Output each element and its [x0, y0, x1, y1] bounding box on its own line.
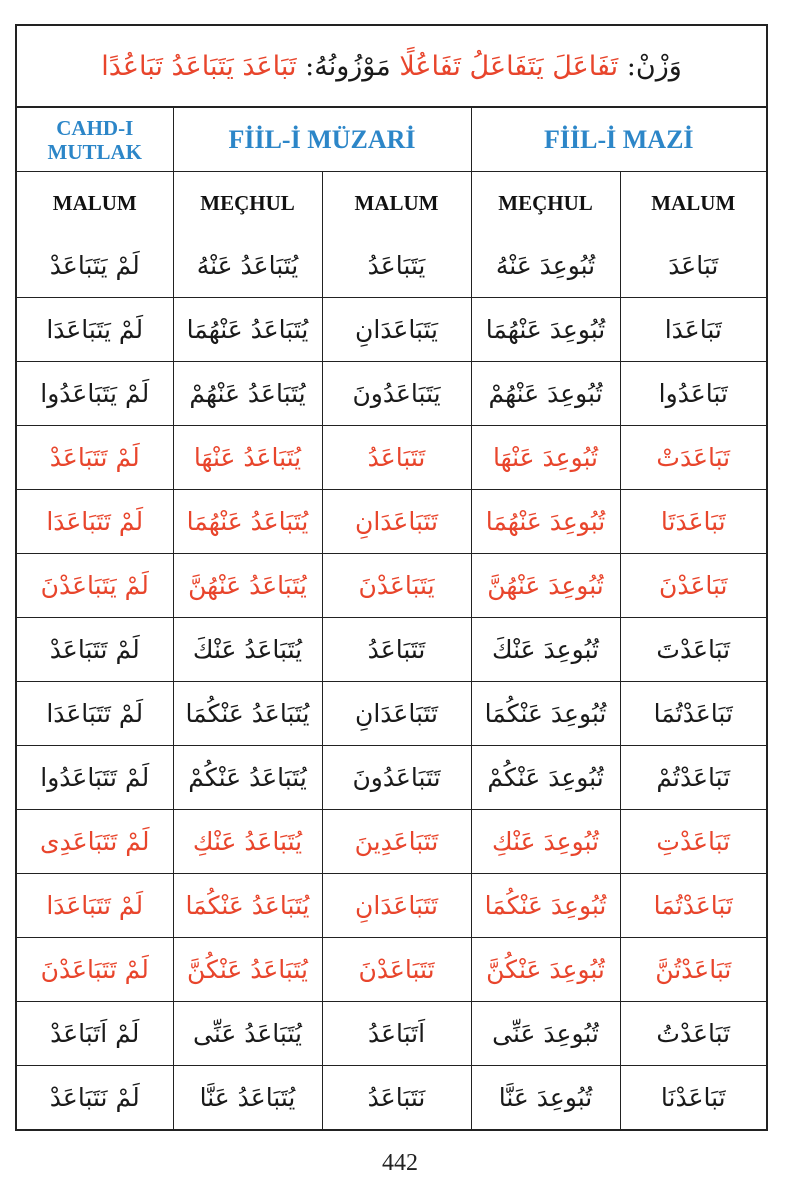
table-cell: لَمْ يَتَبَاعَدْنَ — [17, 554, 173, 618]
table-cell: تَبَاعَدَتْ — [620, 426, 766, 490]
table-row — [17, 554, 766, 618]
table-cell: تَبَاعَدْتُ — [620, 1002, 766, 1066]
table-row — [17, 618, 766, 682]
table-row — [17, 234, 766, 298]
table-cell: لَمْ يَتَبَاعَدُوا — [17, 362, 173, 426]
table-cell: يَتَبَاعَدُ — [322, 234, 471, 298]
table-cell: تَبَاعَدَتَا — [620, 490, 766, 554]
table-cell: يُتَبَاعَدُ عَنْكَ — [173, 618, 322, 682]
table-cell: يُتَبَاعَدُ عَنْكُمْ — [173, 746, 322, 810]
sub-header-cell: MALUM — [17, 172, 173, 235]
table-row — [17, 682, 766, 746]
table-cell: تُبُوعِدَ عَنْهُمَا — [471, 298, 620, 362]
table-cell: تُبُوعِدَ عَنْهُنَّ — [471, 554, 620, 618]
table-cell: لَمْ تَتَبَاعَدْ — [17, 618, 173, 682]
table-row — [17, 362, 766, 426]
table-row — [17, 1066, 766, 1130]
table-row — [17, 426, 766, 490]
sub-header-cell: MEÇHUL — [173, 172, 322, 235]
table-cell: لَمْ اَتَبَاعَدْ — [17, 1002, 173, 1066]
table-cell: تُبُوعِدَ عَنْهُمْ — [471, 362, 620, 426]
sub-header-cell: MALUM — [322, 172, 471, 235]
table-cell: تُبُوعِدَ عَنْكَ — [471, 618, 620, 682]
table-cell: تَبَاعَدْتُمْ — [620, 746, 766, 810]
table-cell: تُبُوعِدَ عَنْهُ — [471, 234, 620, 298]
table-cell: يَتَبَاعَدْنَ — [322, 554, 471, 618]
table-cell: يُتَبَاعَدُ عَنْهُمَا — [173, 490, 322, 554]
header-fiil-muzari: FİİL-İ MÜZARİ — [173, 108, 471, 172]
table-row — [17, 746, 766, 810]
title-mawzunuhu-label: مَوْزُونُهُ: — [305, 50, 391, 82]
table-cell: اَتَبَاعَدُ — [322, 1002, 471, 1066]
table-cell: يُتَبَاعَدُ عَنْكُمَا — [173, 682, 322, 746]
table-cell: تُبُوعِدَ عَنْكِ — [471, 810, 620, 874]
table-cell: لَمْ تَتَبَاعَدَا — [17, 874, 173, 938]
table-cell: تُبُوعِدَ عَنْهُمَا — [471, 490, 620, 554]
table-cell: تَتَبَاعَدُونَ — [322, 746, 471, 810]
table-cell: تَبَاعَدْتِ — [620, 810, 766, 874]
table-cell: يُتَبَاعَدُ عَنْكُمَا — [173, 874, 322, 938]
table-cell: يُتَبَاعَدُ عَنْكِ — [173, 810, 322, 874]
table-cell: تَتَبَاعَدُ — [322, 426, 471, 490]
table-cell: تَتَبَاعَدُ — [322, 618, 471, 682]
sub-header-cell: MALUM — [620, 172, 766, 235]
table-cell: تَبَاعَدْتُمَا — [620, 874, 766, 938]
table-cell: تَبَاعَدُوا — [620, 362, 766, 426]
table-row — [17, 810, 766, 874]
table-cell: تُبُوعِدَ عَنْكُمَا — [471, 874, 620, 938]
table-cell: لَمْ يَتَبَاعَدَا — [17, 298, 173, 362]
table-cell: تُبُوعِدَ عَنْهَا — [471, 426, 620, 490]
sub-header-row — [17, 172, 766, 235]
table-cell: يُتَبَاعَدُ عَنْهُ — [173, 234, 322, 298]
table-cell: يَتَبَاعَدُونَ — [322, 362, 471, 426]
table-row — [17, 1002, 766, 1066]
table-cell: تَتَبَاعَدَانِ — [322, 682, 471, 746]
table-cell: يُتَبَاعَدُ عَنِّى — [173, 1002, 322, 1066]
table-cell: لَمْ نَتَبَاعَدْ — [17, 1066, 173, 1130]
table-cell: تَتَبَاعَدَانِ — [322, 490, 471, 554]
conjugation-table-frame — [15, 24, 768, 1131]
table-cell: لَمْ تَتَبَاعَدِى — [17, 810, 173, 874]
table-cell: لَمْ يَتَبَاعَدْ — [17, 234, 173, 298]
title-row — [17, 26, 766, 108]
table-cell: تُبُوعِدَ عَنَّا — [471, 1066, 620, 1130]
table-cell: تَبَاعَدْنَ — [620, 554, 766, 618]
table-cell: يُتَبَاعَدُ عَنْهَا — [173, 426, 322, 490]
table-cell: تُبُوعِدَ عَنِّى — [471, 1002, 620, 1066]
title-wazn-label: وَزْنْ: — [626, 50, 682, 82]
table-cell: تَبَاعَدَا — [620, 298, 766, 362]
table-cell: يُتَبَاعَدُ عَنْهُنَّ — [173, 554, 322, 618]
table-cell: يَتَبَاعَدَانِ — [322, 298, 471, 362]
table-cell: تُبُوعِدَ عَنْكُنَّ — [471, 938, 620, 1002]
table-cell: يُتَبَاعَدُ عَنْهُمْ — [173, 362, 322, 426]
table-cell: لَمْ تَتَبَاعَدَا — [17, 682, 173, 746]
table-cell: يُتَبَاعَدُ عَنَّا — [173, 1066, 322, 1130]
table-cell: تَبَاعَدْنَا — [620, 1066, 766, 1130]
table-cell: يُتَبَاعَدُ عَنْهُمَا — [173, 298, 322, 362]
group-header-row — [17, 108, 766, 172]
page-number: 442 — [382, 1150, 418, 1176]
sub-header-cell: MEÇHUL — [471, 172, 620, 235]
table-cell: تَتَبَاعَدِينَ — [322, 810, 471, 874]
table-row — [17, 298, 766, 362]
table-cell: تَبَاعَدْتُمَا — [620, 682, 766, 746]
table-cell: تَتَبَاعَدَانِ — [322, 874, 471, 938]
table-cell: لَمْ تَتَبَاعَدَا — [17, 490, 173, 554]
table-row — [17, 938, 766, 1002]
table-cell: نَتَبَاعَدُ — [322, 1066, 471, 1130]
table-cell: تُبُوعِدَ عَنْكُمَا — [471, 682, 620, 746]
title-example: تَبَاعَدَ يَتَبَاعَدُ تَبَاعُدًا — [101, 50, 297, 82]
table-row — [17, 874, 766, 938]
table-cell: يُتَبَاعَدُ عَنْكُنَّ — [173, 938, 322, 1002]
table-cell: تَبَاعَدَ — [620, 234, 766, 298]
table-row — [17, 490, 766, 554]
table-cell: تَبَاعَدْتُنَّ — [620, 938, 766, 1002]
conjugation-table — [17, 108, 766, 1129]
table-cell: لَمْ تَتَبَاعَدْنَ — [17, 938, 173, 1002]
header-cahd-mutlak: CAHD-I MUTLAK — [17, 108, 173, 172]
table-body — [17, 234, 766, 1129]
title-pattern: تَفَاعَلَ يَتَفَاعَلُ تَفَاعُلًا — [399, 50, 619, 82]
header-fiil-mazi: FİİL-İ MAZİ — [471, 108, 766, 172]
table-cell: تُبُوعِدَ عَنْكُمْ — [471, 746, 620, 810]
table-cell: لَمْ تَتَبَاعَدُوا — [17, 746, 173, 810]
table-cell: لَمْ تَتَبَاعَدْ — [17, 426, 173, 490]
table-cell: تَتَبَاعَدْنَ — [322, 938, 471, 1002]
table-cell: تَبَاعَدْتَ — [620, 618, 766, 682]
